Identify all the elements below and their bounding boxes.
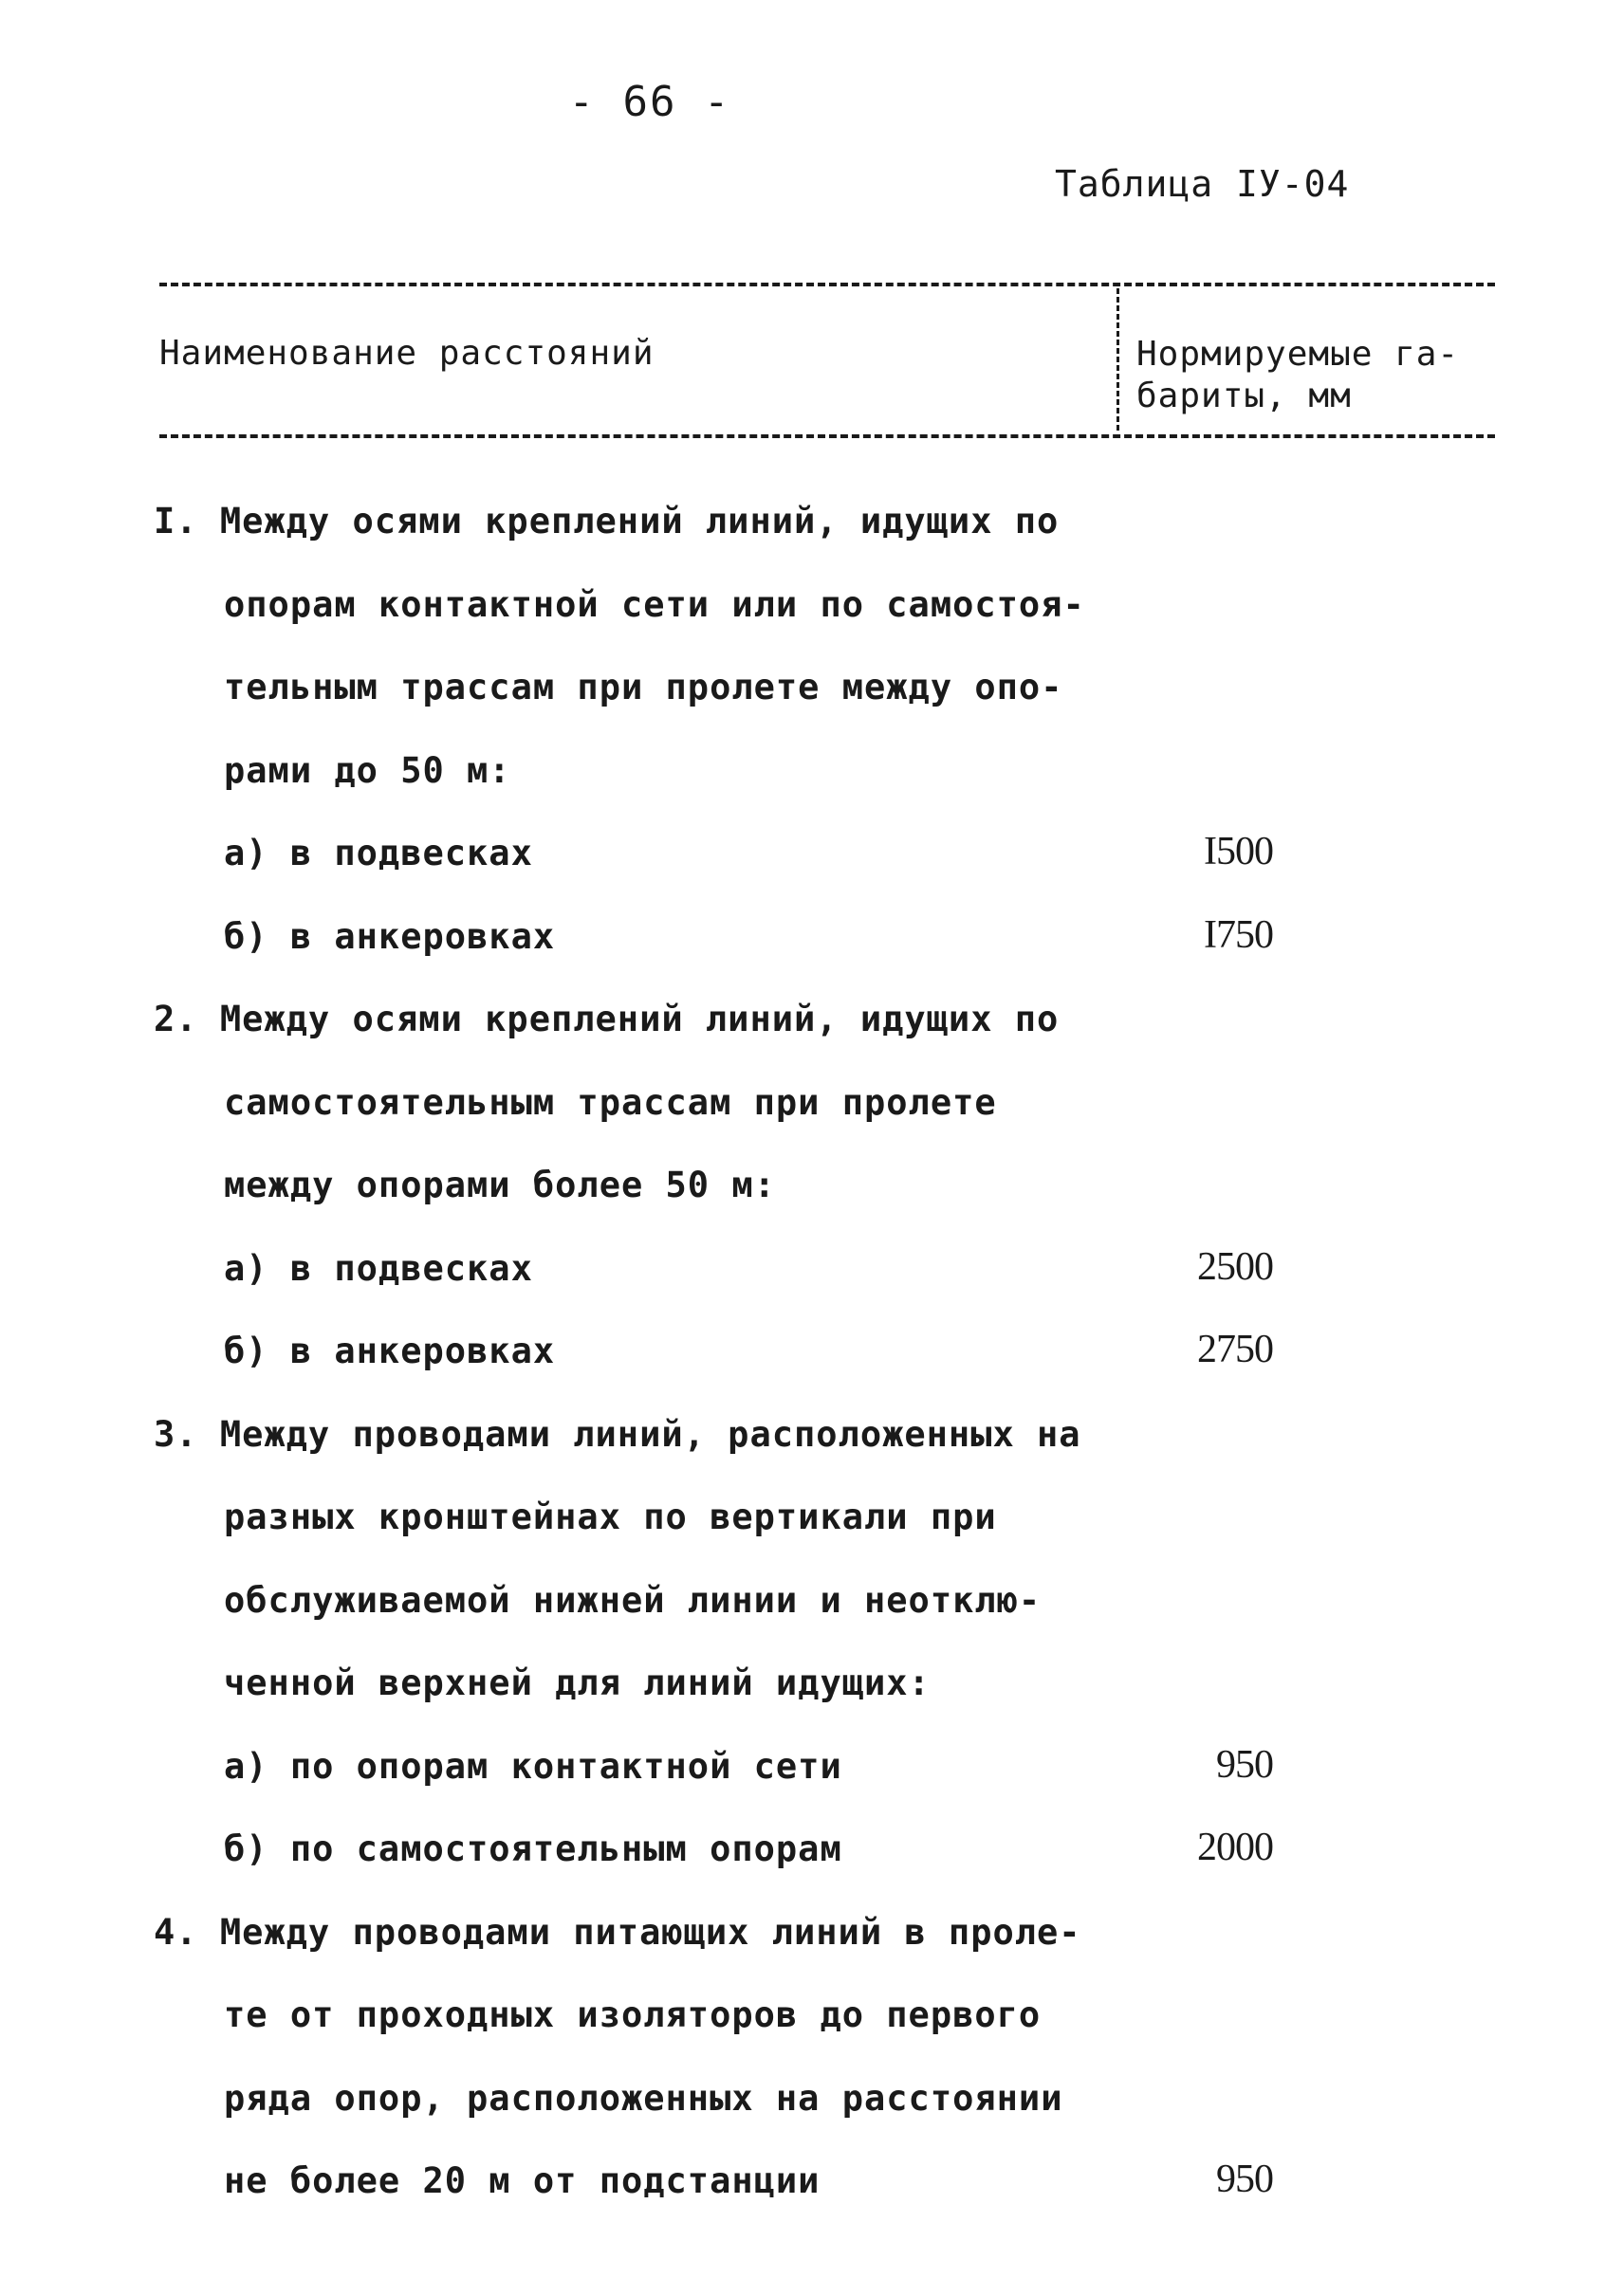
table-row-text: опорам контактной сети или по самостоя-	[224, 583, 1085, 625]
table-row-value: 950	[1216, 2158, 1273, 2201]
table-row-text: 2. Между осями креплений линий, идущих по	[154, 999, 1060, 1039]
table-row-text: те от проходных изоляторов до первого	[224, 1994, 1042, 2035]
table-row-value: 2000	[1197, 1826, 1273, 1869]
column-header-name: Наименование расстояний	[159, 334, 655, 373]
table-row-text: рами до 50 м:	[224, 749, 511, 791]
table-row-text: а) по опорам контактной сети	[224, 1745, 842, 1787]
table-row-text: самостоятельным трассам при пролете	[224, 1081, 997, 1123]
column-header-value: Нормируемые га- бариты, мм	[1136, 335, 1460, 415]
table-header-bottom-rule	[159, 434, 1495, 438]
table-header-top-rule	[159, 283, 1495, 286]
table-row-value: I500	[1204, 830, 1273, 873]
table-header-column-divider	[1116, 288, 1119, 431]
table-label: Таблица IУ-04	[1055, 163, 1350, 205]
table-row-text: тельным трассам при пролете между опо-	[224, 667, 1063, 707]
table-row-text: 4. Между проводами питающих линий в проле-	[154, 1911, 1081, 1953]
table-row-text: а) в подвесках	[224, 833, 533, 873]
table-row-text: ряда опор, расположенных на расстоянии	[224, 2077, 1063, 2119]
table-row-text: не более 20 м от подстанции	[224, 2160, 821, 2201]
table-row-text: ченной верхней для линий идущих:	[224, 1662, 931, 1703]
table-row-text: 3. Между проводами линий, расположенных на	[154, 1413, 1081, 1455]
table-row-text: а) в подвесках	[224, 1247, 533, 1289]
table-row-text: I. Между осями креплений линий, идущих по	[154, 501, 1060, 542]
table-row-value: 2500	[1197, 1244, 1273, 1289]
table-row-text: б) в анкеровках	[224, 1331, 556, 1371]
table-row-value: 2750	[1197, 1328, 1273, 1371]
table-row-text: между опорами более 50 м:	[224, 1165, 776, 1205]
table-row-text: обслуживаемой нижней линии и неотклю-	[224, 1579, 1042, 1621]
page-number: - 66 -	[568, 78, 731, 126]
table-row-value: 950	[1216, 1742, 1273, 1787]
table-row-text: разных кронштейнах по вертикали при	[224, 1497, 997, 1537]
table-row-text: б) в анкеровках	[224, 915, 556, 957]
table-row-value: I750	[1204, 912, 1273, 957]
table-row-text: б) по самостоятельным опорам	[224, 1828, 842, 1869]
